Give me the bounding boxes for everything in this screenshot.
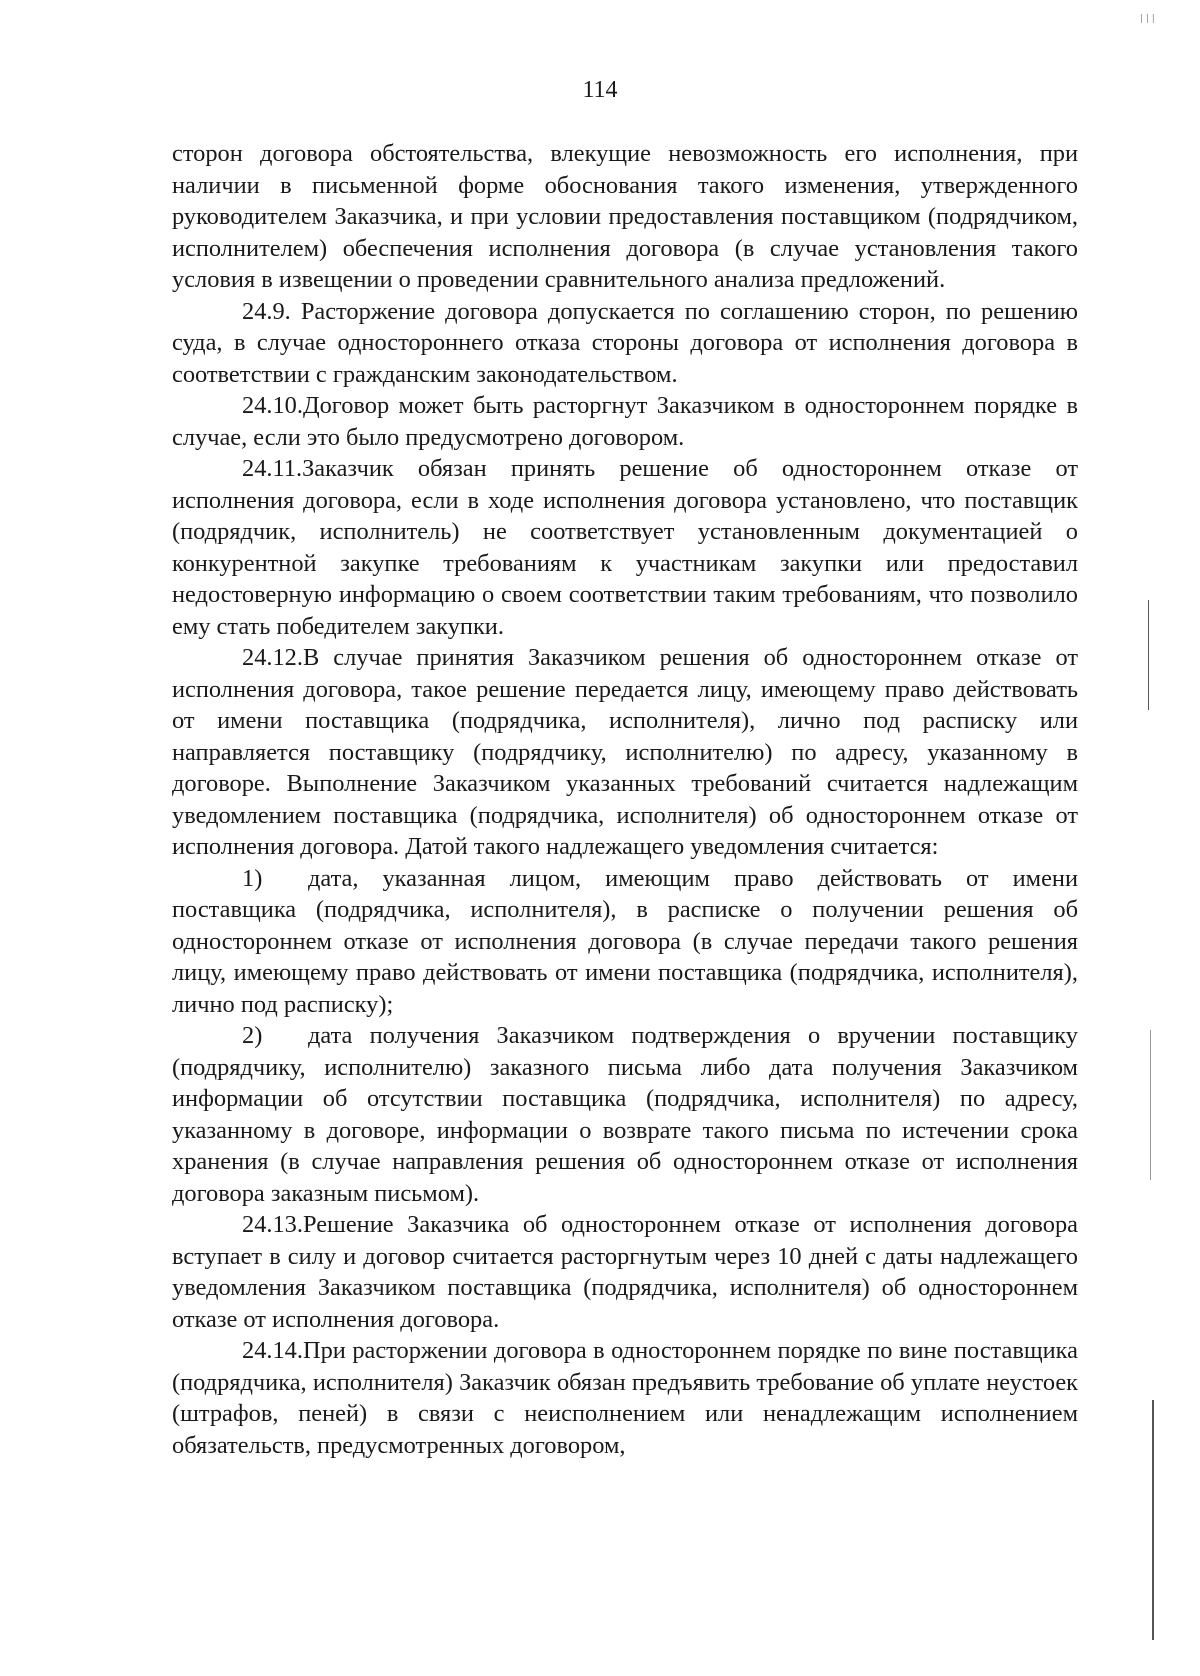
paragraph-continuation: сторон договора обстоятельства, влекущие невозможность его исполнения, при наличии в письменной форме обоснования такого изменения, утвержденного руководителем Заказчика, и при условии предоставления поставщиком (подрядчиком, исполнителем) обеспечения исполнения договора (в случае установления такого условия в извещении о проведении сравнительного анализа предложений.	[172, 140, 1078, 293]
paragraph-24-13: 24.13.Решение Заказчика об одностороннем отказе от исполнения договора вступает в силу и договор считается расторгнутым через 10 дней с даты надлежащего уведомления Заказчиком поставщика (подрядчика, исполнителя) об одностороннем отказе от исполнения договора.	[172, 1211, 1078, 1333]
list-item-text: дата получения Заказчиком подтверждения о вручении поставщику (подрядчику, исполнителю) заказного письма либо дата получения Заказчиком информации об отсутствии поставщика (подрядчика, исполнителя) по адресу, указанному в договоре, информации о возврате такого письма по истечении срока хранения (в случае направления решения об одностороннем отказе от исполнения договора заказным письмом).	[172, 1022, 1078, 1207]
list-number: 2)	[242, 1022, 263, 1049]
scan-edge-line	[1152, 1400, 1154, 1640]
scan-artifact-marks: | | |	[1140, 14, 1155, 24]
scan-edge-line	[1148, 600, 1149, 710]
paragraph-24-9: 24.9. Расторжение договора допускается по соглашению сторон, по решению суда, в случае одностороннего отказа стороны договора от исполнения договора в соответствии с гражданским законодательством.	[172, 297, 1078, 388]
scan-edge-line	[1150, 1030, 1151, 1180]
paragraph-24-10: 24.10.Договор может быть расторгнут Заказчиком в одностороннем порядке в случае, если это было предусмотрено договором.	[172, 392, 1078, 451]
list-item-1	[172, 863, 1078, 1021]
list-number: 1)	[242, 864, 263, 892]
list-item-text: дата, указанная лицом, имеющим право действовать от имени поставщика (подрядчика, исполнителя), в расписке о получении решения об одностороннем отказе от исполнения договора (в случае передачи такого решения лицу, имеющему право действовать от имени поставщика (подрядчика, исполнителя), лично под расписку);	[172, 864, 1078, 1018]
paragraph-24-14: 24.14.При расторжении договора в одностороннем порядке по вине поставщика (подрядчика, исполнителя) Заказчик обязан предъявить требование об уплате неустоек (штрафов, пеней) в связи с неисполнением или ненадлежащим исполнением обязательств, предусмотренных договором,	[172, 1337, 1078, 1459]
page-number: 114	[582, 77, 618, 103]
paragraph-24-11: 24.11.Заказчик обязан принять решение об одностороннем отказе от исполнения договора, если в ходе исполнения договора установлено, что поставщик (подрядчик, исполнитель) не соответствует установленным документацией о конкурентной закупке требованиям к участникам закупки или предоставил недостоверную информацию о своем соответствии таким требованиям, что позволило ему стать победителем закупки.	[172, 455, 1078, 640]
document-body	[172, 138, 1078, 1461]
paragraph-24-12: 24.12.В случае принятия Заказчиком решения об одностороннем отказе от исполнения договора, такое решение передается лицу, имеющему право действовать от имени поставщика (подрядчика, исполнителя), лично под расписку или направляется поставщику (подрядчику, исполнителю) по адресу, указанному в договоре. Выполнение Заказчиком указанных требований считается надлежащим уведомлением поставщика (подрядчика, исполнителя) об одностороннем отказе от исполнения договора. Датой такого надлежащего уведомления считается:	[172, 644, 1078, 860]
list-item-2	[172, 1020, 1078, 1209]
